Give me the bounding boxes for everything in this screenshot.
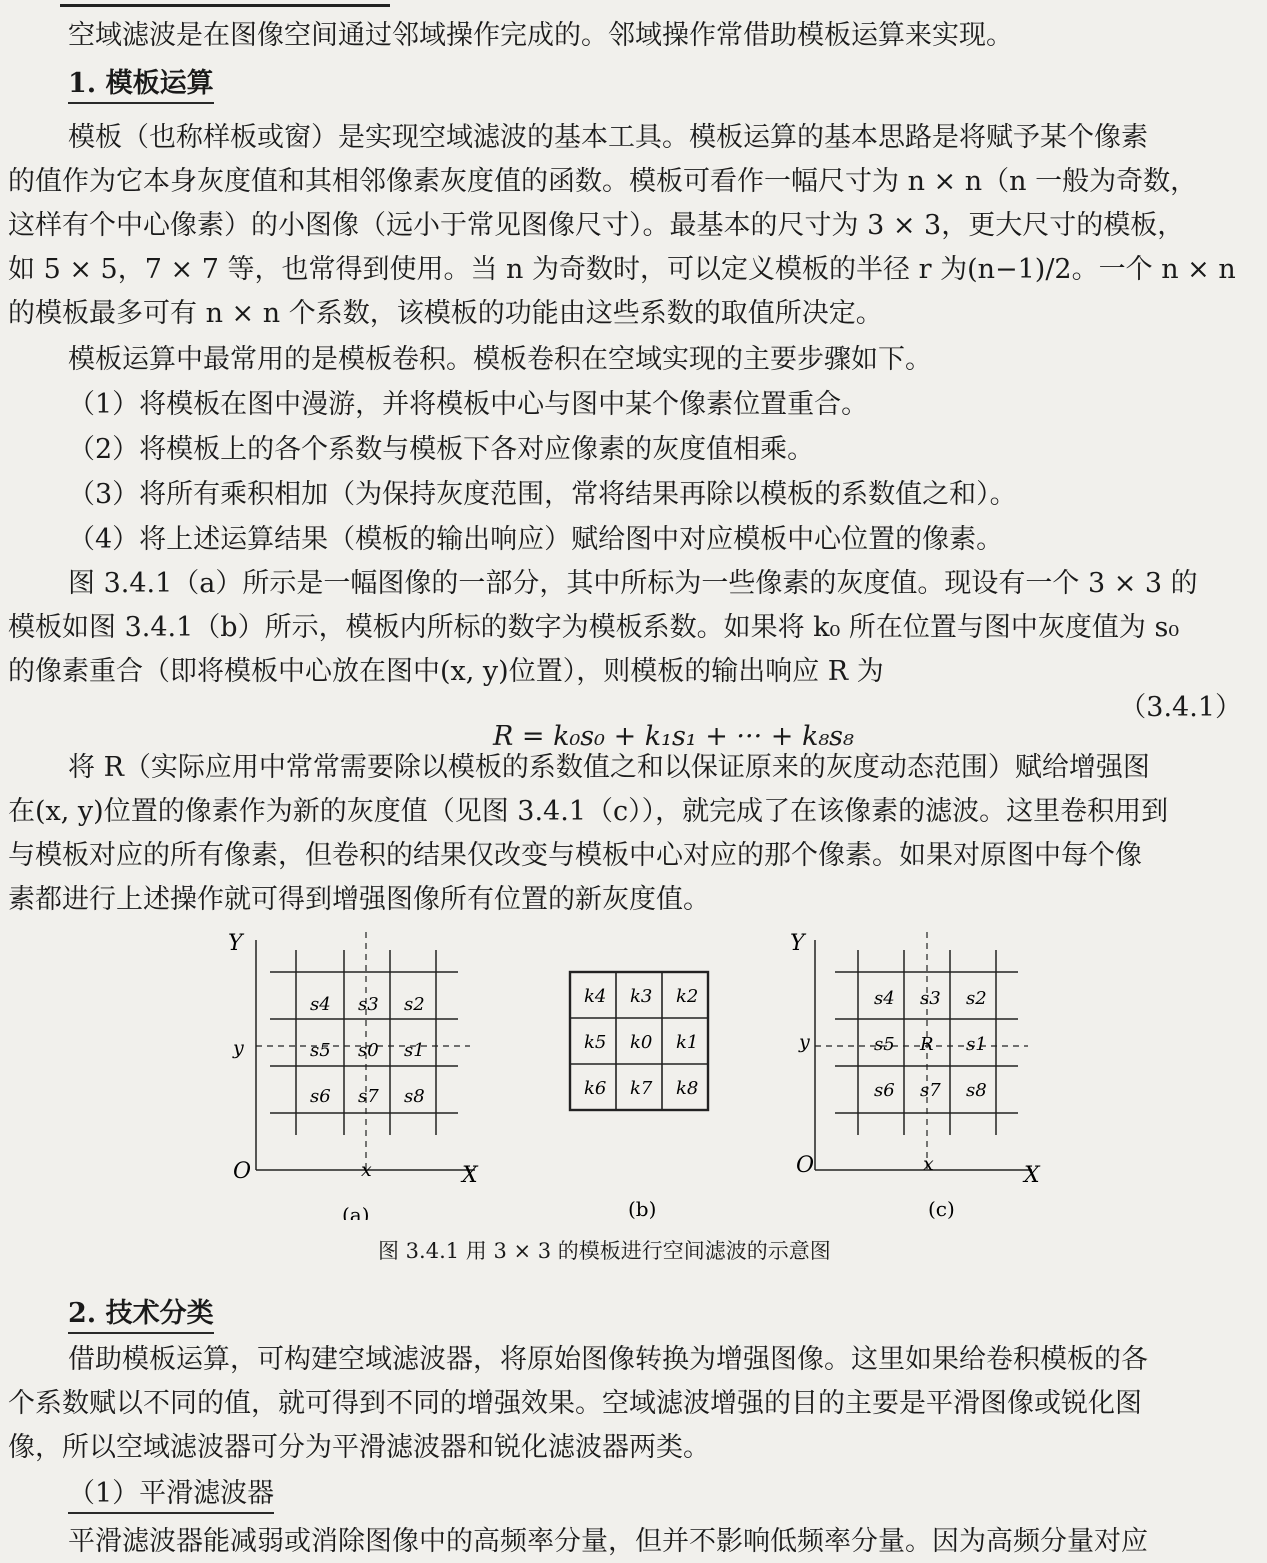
step-3: （3）将所有乘积相加（为保持灰度范围，常将结果再除以模板的系数值之和）。 [68, 479, 1017, 510]
figure-3-4-1 [0, 920, 1267, 1220]
heading-1-wrap [68, 64, 1267, 104]
tick-x-label: x [923, 1153, 934, 1175]
text-line: 借助模板运算，可构建空域滤波器，将原始图像转换为增强图像。这里如果给卷积模板的各 [68, 1344, 1148, 1375]
text-line: 如 5 × 5，7 × 7 等，也常得到使用。当 n 为奇数时，可以定义模板的半径 r 为(n−1)/2。一个 n × n [8, 254, 1236, 285]
heading-3-wrap [68, 1474, 1267, 1514]
heading-3: （1）平滑滤波器 [68, 1476, 274, 1514]
cell-a: s3 [358, 994, 379, 1015]
step-4: （4）将上述运算结果（模板的输出响应）赋给图中对应模板中心位置的像素。 [68, 524, 1004, 555]
figure-caption: 图 3.4.1 用 3 × 3 的模板进行空间滤波的示意图 [378, 1239, 831, 1263]
grid-b-labels [584, 986, 698, 1099]
origin-label: O [233, 1159, 252, 1184]
text-line: 的值作为它本身灰度值和其相邻像素灰度值的函数。模板可看作一幅尺寸为 n × n（n 一般为奇数， [8, 166, 1198, 197]
cell-b: k8 [676, 1078, 699, 1099]
cell-b: k5 [584, 1032, 607, 1053]
cell-a: s2 [404, 994, 425, 1015]
para-intro: 空域滤波是在图像空间通过邻域操作完成的。邻域操作常借助模板运算来实现。 [68, 20, 1013, 51]
cell-a: s0 [358, 1040, 379, 1061]
subcaption-b: (b) [628, 1197, 657, 1220]
text-line: 平滑滤波器能减弱或消除图像中的高频率分量，但并不影响低频率分量。因为高频分量对应 [68, 1526, 1148, 1557]
heading-2-wrap [68, 1294, 1267, 1334]
text-line: 像，所以空域滤波器可分为平滑滤波器和锐化滤波器两类。 [8, 1432, 710, 1463]
grid-c-labels [874, 988, 987, 1101]
text-line: 素都进行上述操作就可得到增强图像所有位置的新灰度值。 [8, 884, 710, 915]
cell-b: k4 [584, 986, 607, 1007]
subcaption-a: (a) [342, 1203, 370, 1220]
axis-x-label: X [1024, 1163, 1040, 1188]
tick-x-label: x [361, 1159, 372, 1181]
tick-y-label: y [233, 1037, 244, 1059]
cell-c: R [920, 1034, 934, 1055]
cell-a: s4 [310, 994, 331, 1015]
heading-1: 1. 模板运算 [68, 66, 214, 104]
text-line: 个系数赋以不同的值，就可得到不同的增强效果。空域滤波增强的目的主要是平滑图像或锐化图 [8, 1388, 1142, 1419]
cell-a: s8 [404, 1086, 425, 1107]
subcaption-c: (c) [928, 1197, 955, 1220]
cell-c: s3 [920, 988, 941, 1009]
figure-svg [0, 920, 1267, 1220]
cell-c: s8 [966, 1080, 987, 1101]
cell-b: k0 [630, 1032, 653, 1053]
text-line: 图 3.4.1（a）所示是一幅图像的一部分，其中所标为一些像素的灰度值。现设有一个 3 × 3 的 [68, 568, 1198, 599]
cell-a: s6 [310, 1086, 331, 1107]
text-line: 将 R（实际应用中常常需要除以模板的系数值之和以保证原来的灰度动态范围）赋给增强图 [68, 752, 1150, 783]
cell-b: k3 [630, 986, 653, 1007]
cell-c: s6 [874, 1080, 895, 1101]
cell-c: s5 [874, 1034, 895, 1055]
axis-y-label: Y [790, 931, 805, 956]
cell-c: s4 [874, 988, 895, 1009]
text-line: 模板运算中最常用的是模板卷积。模板卷积在空域实现的主要步骤如下。 [68, 344, 932, 375]
step-1: （1）将模板在图中漫游，并将模板中心与图中某个像素位置重合。 [68, 389, 869, 420]
cell-b: k7 [630, 1078, 653, 1099]
cell-a: s1 [404, 1040, 425, 1061]
cell-a: s7 [358, 1086, 379, 1107]
heading-2: 2. 技术分类 [68, 1296, 214, 1334]
tick-y-label: y [799, 1031, 810, 1053]
text-line: 与模板对应的所有像素，但卷积的结果仅改变与模板中心对应的那个像素。如果对原图中每个像 [8, 840, 1142, 871]
cell-c: s2 [966, 988, 987, 1009]
cell-a: s5 [310, 1040, 331, 1061]
grid-a-labels [310, 994, 425, 1107]
axis-y-label: Y [228, 931, 243, 956]
cell-b: k1 [676, 1032, 699, 1053]
equation: R = k₀s₀ + k₁s₁ + ··· + k₈s₈ [493, 721, 854, 752]
axis-x-label: X [462, 1163, 478, 1188]
origin-label: O [796, 1153, 815, 1178]
step-2: （2）将模板上的各个系数与模板下各对应像素的灰度值相乘。 [68, 434, 815, 465]
equation-number: （3.4.1） [1119, 692, 1242, 723]
text-line: 的模板最多可有 n × n 个系数，该模板的功能由这些系数的取值所决定。 [8, 298, 883, 329]
text-line: 模板（也称样板或窗）是实现空域滤波的基本工具。模板运算的基本思路是将赋予某个像素 [68, 122, 1148, 153]
text-line: 模板如图 3.4.1（b）所示，模板内所标的数字为模板系数。如果将 k₀ 所在位置与图中灰度值为 s₀ [8, 612, 1180, 643]
cell-b: k6 [584, 1078, 607, 1099]
text-line: 这样有个中心像素）的小图像（远小于常见图像尺寸）。最基本的尺寸为 3 × 3，更大尺寸的模板， [8, 210, 1185, 241]
text-line: 的像素重合（即将模板中心放在图中(x, y)位置），则模板的输出响应 R 为 [8, 656, 884, 687]
cell-c: s7 [920, 1080, 941, 1101]
cell-c: s1 [966, 1034, 987, 1055]
cell-b: k2 [676, 986, 699, 1007]
top-rule [60, 0, 390, 7]
text-line: 在(x, y)位置的像素作为新的灰度值（见图 3.4.1（c）），就完成了在该像素的滤波。这里卷积用到 [8, 796, 1169, 827]
